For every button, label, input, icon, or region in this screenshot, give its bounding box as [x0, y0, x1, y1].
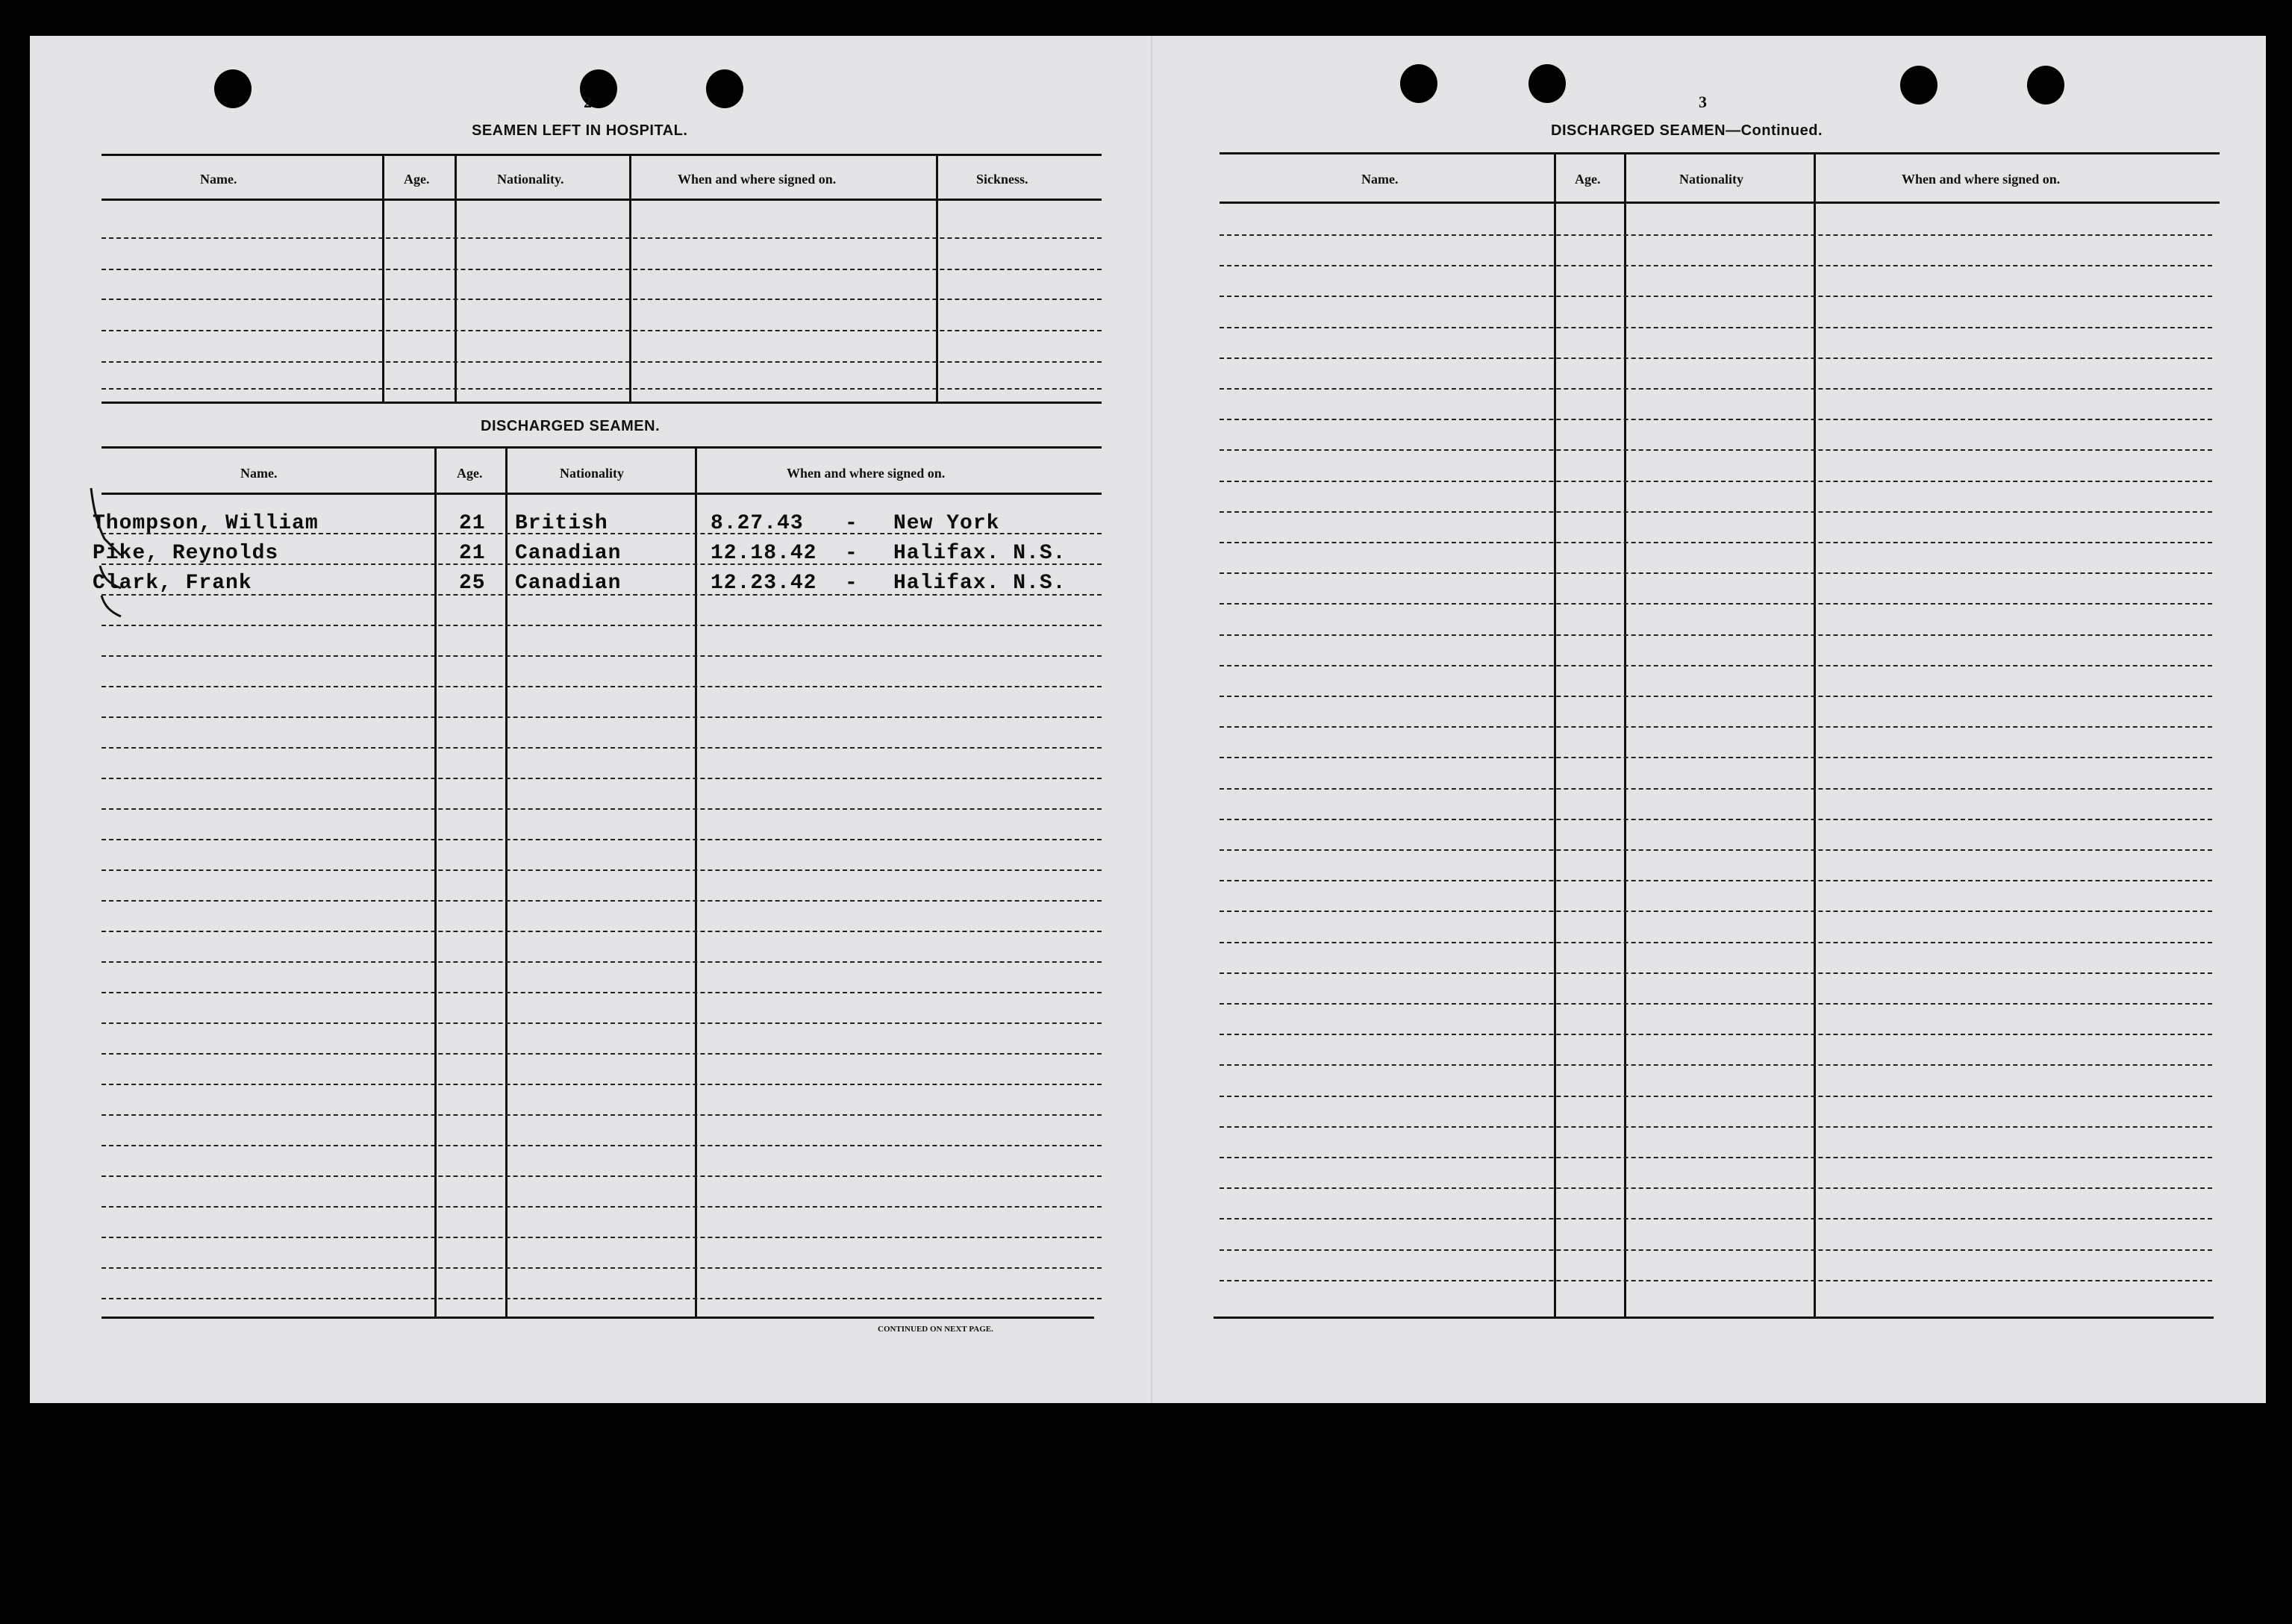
hospital-row-line	[102, 330, 1102, 331]
continued-col-divider	[1624, 154, 1626, 1318]
row-line	[102, 1022, 1102, 1024]
seaman-age: 25	[459, 572, 486, 595]
row-line	[1220, 296, 2212, 297]
row-line	[1220, 265, 2212, 266]
row-line	[102, 1237, 1102, 1238]
hospital-row-line	[102, 237, 1102, 239]
signed-on-date: 12.23.42	[711, 572, 817, 595]
seaman-name: Clark, Frank	[93, 572, 252, 595]
signed-on-separator: -	[845, 572, 858, 595]
discharged-header-rule	[102, 493, 1102, 495]
signed-on-place: Halifax. N.S.	[893, 542, 1067, 565]
hospital-col-divider	[629, 155, 631, 403]
continued-section-title: DISCHARGED SEAMEN—Continued.	[1551, 122, 1823, 139]
discharged-table-top-rule	[102, 446, 1102, 449]
row-line	[1220, 1096, 2212, 1097]
hospital-col-divider	[382, 155, 384, 403]
row-line	[1220, 327, 2212, 328]
row-line	[1220, 665, 2212, 666]
hospital-col-age: Age.	[404, 172, 430, 187]
row-line	[1220, 234, 2212, 236]
row-line	[1220, 449, 2212, 451]
row-line	[102, 931, 1102, 932]
continued-footer: CONTINUED ON NEXT PAGE.	[878, 1325, 993, 1334]
seaman-name: Pike, Reynolds	[93, 542, 279, 565]
row-line	[102, 1084, 1102, 1085]
discharged-col-name: Name.	[240, 466, 278, 481]
row-line	[1220, 357, 2212, 359]
signed-on-date: 8.27.43	[711, 512, 804, 535]
row-line	[102, 747, 1102, 749]
row-line	[102, 808, 1102, 810]
signed-on-separator: -	[845, 542, 858, 565]
row-line	[102, 686, 1102, 687]
row-line	[1220, 1280, 2212, 1281]
punch-hole	[1528, 64, 1566, 103]
row-line	[1220, 1034, 2212, 1035]
signed-on-place: New York	[893, 512, 1000, 535]
continued-col-name: Name.	[1361, 172, 1399, 187]
row-line	[102, 1145, 1102, 1146]
hospital-col-divider	[936, 155, 938, 403]
row-line	[1220, 849, 2212, 851]
row-line	[1220, 419, 2212, 420]
row-line	[1220, 1218, 2212, 1219]
check-mark-icon	[76, 484, 128, 648]
row-line	[102, 1206, 1102, 1208]
row-line	[102, 961, 1102, 963]
punch-hole	[2027, 66, 2064, 104]
row-line	[1220, 696, 2212, 697]
hospital-section-title: SEAMEN LEFT IN HOSPITAL.	[472, 122, 688, 139]
discharged-col-age: Age.	[457, 466, 483, 481]
row-line	[1220, 1064, 2212, 1066]
row-line	[1220, 788, 2212, 790]
punch-hole	[1900, 66, 1937, 104]
row-line	[102, 839, 1102, 840]
hospital-row-line	[102, 269, 1102, 270]
discharged-col-divider	[505, 448, 508, 1318]
hospital-col-divider	[455, 155, 457, 403]
signed-on-date: 12.18.42	[711, 542, 817, 565]
continued-col-divider	[1814, 154, 1816, 1318]
seaman-nationality: Canadian	[515, 542, 622, 565]
discharged-col-divider	[434, 448, 437, 1318]
seaman-age: 21	[459, 542, 486, 565]
hospital-col-sickness: Sickness.	[976, 172, 1028, 187]
row-line	[102, 778, 1102, 779]
row-line	[1220, 1126, 2212, 1128]
punch-hole	[706, 69, 743, 108]
punch-hole	[1400, 64, 1437, 103]
page-number: 3	[1699, 93, 1707, 111]
row-line	[1220, 757, 2212, 758]
row-line	[1220, 1187, 2212, 1189]
page-fold	[1151, 36, 1152, 1403]
row-line	[1220, 572, 2212, 574]
hospital-row-line	[102, 388, 1102, 390]
row-line	[1220, 1003, 2212, 1005]
row-line	[1220, 542, 2212, 543]
signed-on-separator: -	[845, 512, 858, 535]
row-line	[102, 1053, 1102, 1055]
row-line	[102, 1114, 1102, 1116]
row-line	[1220, 726, 2212, 728]
discharged-table-bottom-rule	[102, 1317, 1094, 1319]
row-line	[1220, 1249, 2212, 1251]
row-line	[1220, 819, 2212, 820]
row-line	[1220, 911, 2212, 912]
signed-on-place: Halifax. N.S.	[893, 572, 1067, 595]
row-line	[102, 1267, 1102, 1269]
continued-table-top-rule	[1220, 152, 2220, 154]
row-line	[1220, 388, 2212, 390]
continued-table-bottom-rule	[1214, 1317, 2214, 1319]
hospital-col-signed-on: When and where signed on.	[678, 172, 837, 187]
hospital-table-bottom-rule	[102, 402, 1102, 404]
hospital-col-name: Name.	[200, 172, 237, 187]
row-line	[102, 1298, 1102, 1299]
hospital-table-top-rule	[102, 154, 1102, 156]
row-line	[1220, 603, 2212, 605]
discharged-col-signed-on: When and where signed on.	[787, 466, 946, 481]
discharged-section-title: DISCHARGED SEAMEN.	[481, 418, 661, 434]
page-number: 2	[584, 93, 592, 111]
punch-hole	[214, 69, 252, 108]
discharged-col-divider	[695, 448, 697, 1318]
row-line	[102, 716, 1102, 718]
seaman-nationality: British	[515, 512, 608, 535]
seaman-age: 21	[459, 512, 486, 535]
row-line	[102, 1175, 1102, 1177]
row-line	[102, 655, 1102, 657]
hospital-header-rule	[102, 199, 1102, 201]
row-line	[1220, 481, 2212, 482]
row-line	[102, 869, 1102, 871]
document-paper	[30, 36, 2266, 1403]
seaman-nationality: Canadian	[515, 572, 622, 595]
row-line	[1220, 942, 2212, 943]
discharged-col-nationality: Nationality	[560, 466, 625, 481]
continued-col-signed-on: When and where signed on.	[1902, 172, 2061, 187]
row-line	[102, 992, 1102, 993]
seaman-name: Thompson, William	[93, 512, 319, 535]
continued-col-divider	[1554, 154, 1556, 1318]
row-line	[1220, 972, 2212, 974]
continued-col-nationality: Nationality	[1679, 172, 1744, 187]
hospital-col-nationality: Nationality.	[497, 172, 564, 187]
continued-col-age: Age.	[1575, 172, 1601, 187]
continued-header-rule	[1220, 202, 2220, 204]
row-line	[102, 625, 1102, 626]
hospital-row-line	[102, 299, 1102, 300]
row-line	[1220, 1157, 2212, 1158]
hospital-row-line	[102, 361, 1102, 363]
row-line	[1220, 511, 2212, 513]
row-line	[1220, 634, 2212, 636]
row-line	[102, 900, 1102, 902]
row-line	[1220, 880, 2212, 881]
